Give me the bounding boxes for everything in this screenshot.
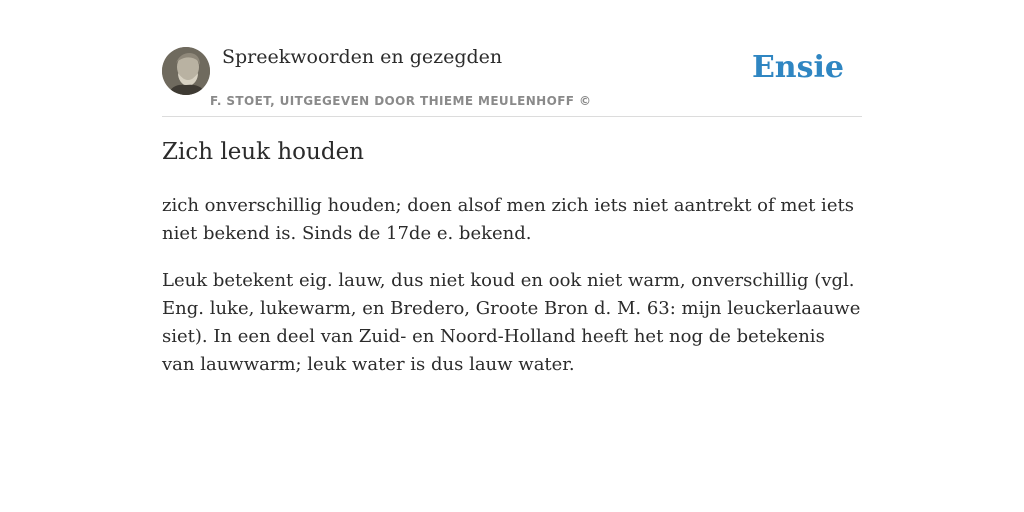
portrait-icon — [162, 47, 210, 95]
source-attribution: F. STOET, UITGEGEVEN DOOR THIEME MEULENHOFF © — [210, 94, 592, 108]
entry-title: Zich leuk houden — [162, 139, 364, 165]
brand-logo[interactable]: Ensie — [751, 50, 844, 85]
source-title[interactable]: Spreekwoorden en gezegden — [222, 46, 503, 68]
entry-explanation: Leuk betekent eig. lauw, dus niet koud en ook niet warm, onverschillig (vgl. Eng. luke, lukewarm, en Bredero, Groote Bron d. M. 63: mijn leuckerlaauwe siet). In een deel van Zuid- en Noord-Holland heeft het nog de betekenis van lauwwarm; leuk water is dus lauw water. — [162, 270, 861, 375]
entry-definition: zich onverschillig houden; doen alsof men zich iets niet aantrekt of met iets niet bekend is. Sinds de 17de e. bekend. — [162, 195, 854, 244]
page-header — [162, 44, 862, 117]
author-avatar — [162, 47, 210, 95]
